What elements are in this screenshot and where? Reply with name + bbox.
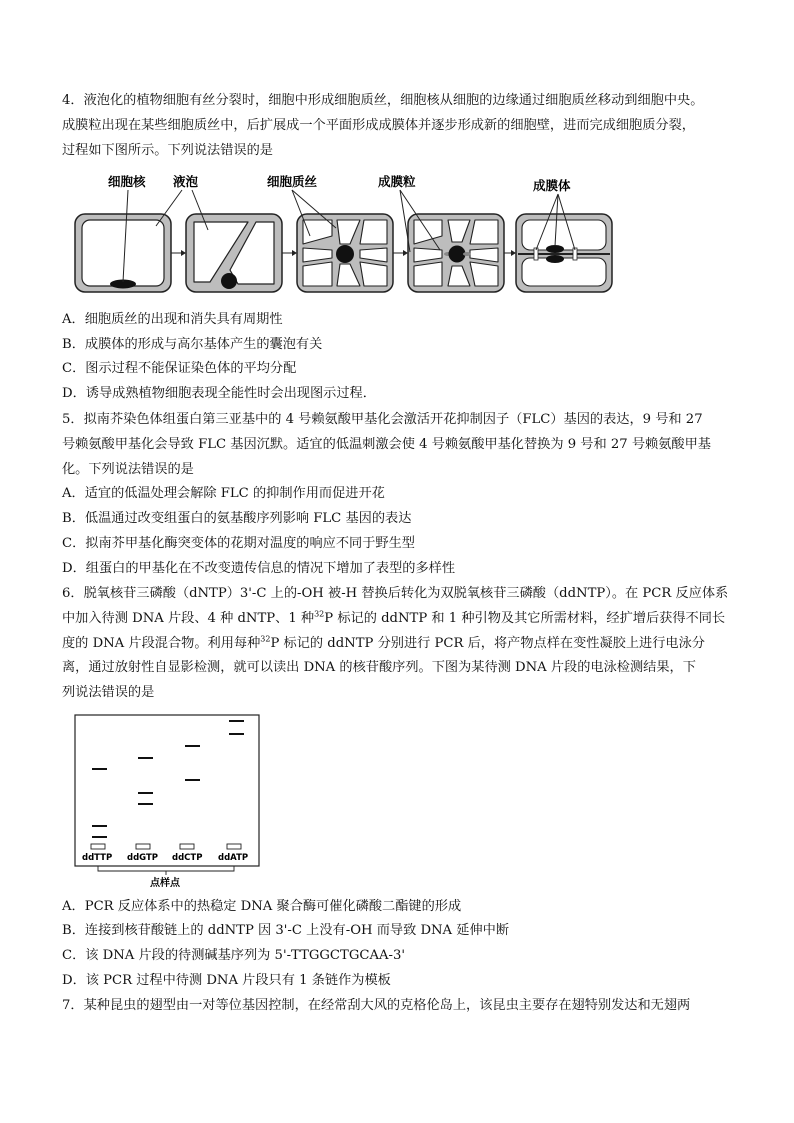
q6-stem-line-3-b: P 标记的 ddNTP 分别进行 PCR 后，将产物点样在变性凝胶上进行电泳分 bbox=[270, 636, 705, 651]
q5-option-b: B．低温通过改变组蛋白的氨基酸序列影响 FLC 基因的表达 bbox=[62, 511, 412, 526]
arrow-1 bbox=[171, 250, 186, 256]
gel-frame bbox=[75, 715, 259, 866]
lane-label-ddctp: ddCTP bbox=[172, 853, 203, 863]
lane-label-ddgtp: ddGTP bbox=[127, 853, 159, 863]
well-ddgtp bbox=[136, 844, 150, 849]
cell-division-figure bbox=[70, 170, 615, 300]
q7-stem-line-1: 7．某种昆虫的翅型由一对等位基因控制，在经常刮大风的克格伦岛上，该昆虫主要存在翅特别发达和无翅两 bbox=[62, 998, 691, 1013]
q6-option-c: C．该 DNA 片段的待测碱基序列为 5'-TTGGCTGCAA-3' bbox=[62, 948, 405, 963]
well-ddatp bbox=[227, 844, 241, 849]
lane-label-ddatp: ddATP bbox=[218, 853, 249, 863]
q4-option-b: B．成膜体的形成与高尔基体产生的囊泡有关 bbox=[62, 337, 323, 352]
q6-stem-line-2 bbox=[62, 610, 725, 628]
q6-stem-line-4: 离，通过放射性自显影检测，就可以读出 DNA 的核苷酸序列。下图为某待测 DNA 片段的电泳检测结果，下 bbox=[62, 660, 696, 675]
gel-electrophoresis-figure bbox=[74, 714, 264, 892]
q6-stem-line-1: 6．脱氧核苷三磷酸（dNTP）3'-C 上的-OH 被-H 替换后转化为双脱氧核苷三磷酸（ddNTP）。在 PCR 反应体系 bbox=[62, 586, 729, 601]
well-bracket bbox=[98, 866, 234, 871]
arrow-3 bbox=[393, 250, 408, 256]
q4-option-d: D．诱导成熟植物细胞表现全能性时会出现图示过程． bbox=[62, 386, 376, 401]
label-nucleus: 细胞核 bbox=[108, 174, 146, 189]
well-ddctp bbox=[180, 844, 194, 849]
q5-stem-line-2: 号赖氨酸甲基化会导致 FLC 基因沉默。适宜的低温刺激会使 4 号赖氨酸甲基化替换为 9 号和 27 号赖氨酸甲基 bbox=[62, 437, 711, 452]
q5-option-a: A．适宜的低温处理会解除 FLC 的抑制作用而促进开花 bbox=[62, 486, 385, 501]
cell-1 bbox=[75, 190, 182, 292]
q6-option-a: A．PCR 反应体系中的热稳定 DNA 聚合酶可催化磷酸二酯键的形成 bbox=[62, 899, 462, 914]
well-ddttp bbox=[91, 844, 105, 849]
q5-option-d: D．组蛋白的甲基化在不改变遗传信息的情况下增加了表型的多样性 bbox=[62, 561, 456, 576]
q6-isotope-sup-1: 32 bbox=[314, 609, 325, 619]
lane-label-ddttp: ddTTP bbox=[82, 853, 113, 863]
label-cytoplasmic-strand: 细胞质丝 bbox=[267, 174, 318, 189]
label-vacuole: 液泡 bbox=[173, 174, 199, 189]
q6-option-b: B．连接到核苷酸链上的 ddNTP 因 3'-C 上没有-OH 而导致 DNA 延伸中断 bbox=[62, 923, 510, 938]
q6-stem-line-3 bbox=[62, 635, 705, 653]
arrow-4 bbox=[504, 250, 516, 256]
well-label: 点样点 bbox=[150, 878, 180, 889]
cell-5 bbox=[516, 194, 612, 292]
q6-isotope-sup-2: 32 bbox=[260, 634, 271, 644]
cell-2 bbox=[186, 190, 282, 292]
q6-stem-line-2-a: 中加入待测 DNA 片段、4 种 dNTP、1 种 bbox=[62, 611, 315, 626]
arrow-2 bbox=[282, 250, 297, 256]
q5-stem-line-3: 化。下列说法错误的是 bbox=[62, 462, 194, 477]
q4-stem-line-2: 成膜粒出现在某些细胞质丝中，后扩展成一个平面形成成膜体并逐步形成新的细胞壁，进而完成细胞质分裂， bbox=[62, 118, 695, 133]
q4-option-c: C．图示过程不能保证染色体的平均分配 bbox=[62, 361, 297, 376]
q6-stem-line-2-b: P 标记的 ddNTP 和 1 种引物及其它所需材料，经扩增后获得不同长 bbox=[324, 611, 726, 626]
label-phragmoplast: 成膜体 bbox=[533, 178, 571, 193]
q6-option-d: D．该 PCR 过程中待测 DNA 片段只有 1 条链作为模板 bbox=[62, 973, 391, 988]
q5-stem-line-1: 5．拟南芥染色体组蛋白第三亚基中的 4 号赖氨酸甲基化会激活开花抑制因子（FLC）基因的表达，9 号和 27 bbox=[62, 412, 703, 427]
q5-option-c: C．拟南芥甲基化酶突变体的花期对温度的响应不同于野生型 bbox=[62, 536, 415, 551]
label-membrane-granule: 成膜粒 bbox=[378, 174, 416, 189]
q4-stem-line-3: 过程如下图所示。下列说法错误的是 bbox=[62, 143, 273, 158]
q6-stem-line-5: 列说法错误的是 bbox=[62, 685, 155, 700]
cell-3 bbox=[292, 190, 393, 292]
cell-4 bbox=[400, 190, 504, 292]
q4-option-a: A．细胞质丝的出现和消失具有周期性 bbox=[62, 312, 283, 327]
q6-stem-line-3-a: 度的 DNA 片段混合物。利用每种 bbox=[62, 636, 261, 651]
q4-stem-line-1: 4．液泡化的植物细胞有丝分裂时，细胞中形成细胞质丝，细胞核从细胞的边缘通过细胞质丝移动到细胞中央。 bbox=[62, 93, 704, 108]
